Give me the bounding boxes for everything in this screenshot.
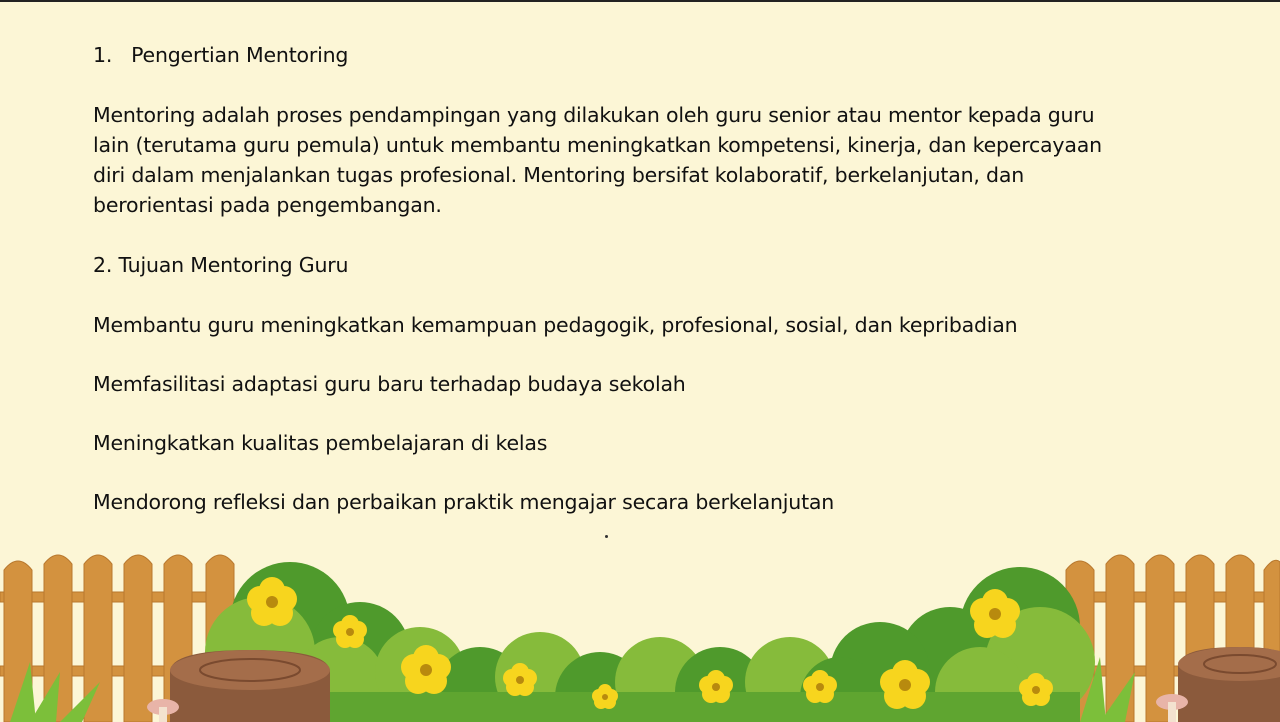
definition-line: berorientasi pada pengembangan. bbox=[93, 193, 442, 217]
mentoring-definition bbox=[93, 100, 1153, 220]
goal-item: Memfasilitasi adaptasi guru baru terhadap budaya sekolah bbox=[93, 372, 686, 396]
slide-content bbox=[93, 40, 1153, 546]
goal-item: Mendorong refleksi dan perbaikan praktik mengajar secara berkelanjutan bbox=[93, 490, 835, 514]
definition-line: lain (terutama guru pemula) untuk membantu meningkatkan kompetensi, kinerja, dan kepercayaan bbox=[93, 133, 1102, 157]
goal-item: Meningkatkan kualitas pembelajaran di kelas bbox=[93, 431, 548, 455]
goal-item: Membantu guru meningkatkan kemampuan pedagogik, profesional, sosial, dan kepribadian bbox=[93, 313, 1018, 337]
section-1-heading: 1. Pengertian Mentoring bbox=[93, 43, 349, 67]
tree-stump-left bbox=[170, 650, 330, 722]
garden-illustration bbox=[0, 542, 1280, 722]
stray-dot bbox=[605, 535, 608, 538]
tree-stump-right bbox=[1178, 647, 1280, 722]
definition-line: diri dalam menjalankan tugas profesional. Mentoring bersifat kolaboratif, berkelanjutan, dan bbox=[93, 163, 1024, 187]
section-2-heading: 2. Tujuan Mentoring Guru bbox=[93, 253, 349, 277]
definition-line: Mentoring adalah proses pendampingan yang dilakukan oleh guru senior atau mentor kepada guru bbox=[93, 103, 1095, 127]
